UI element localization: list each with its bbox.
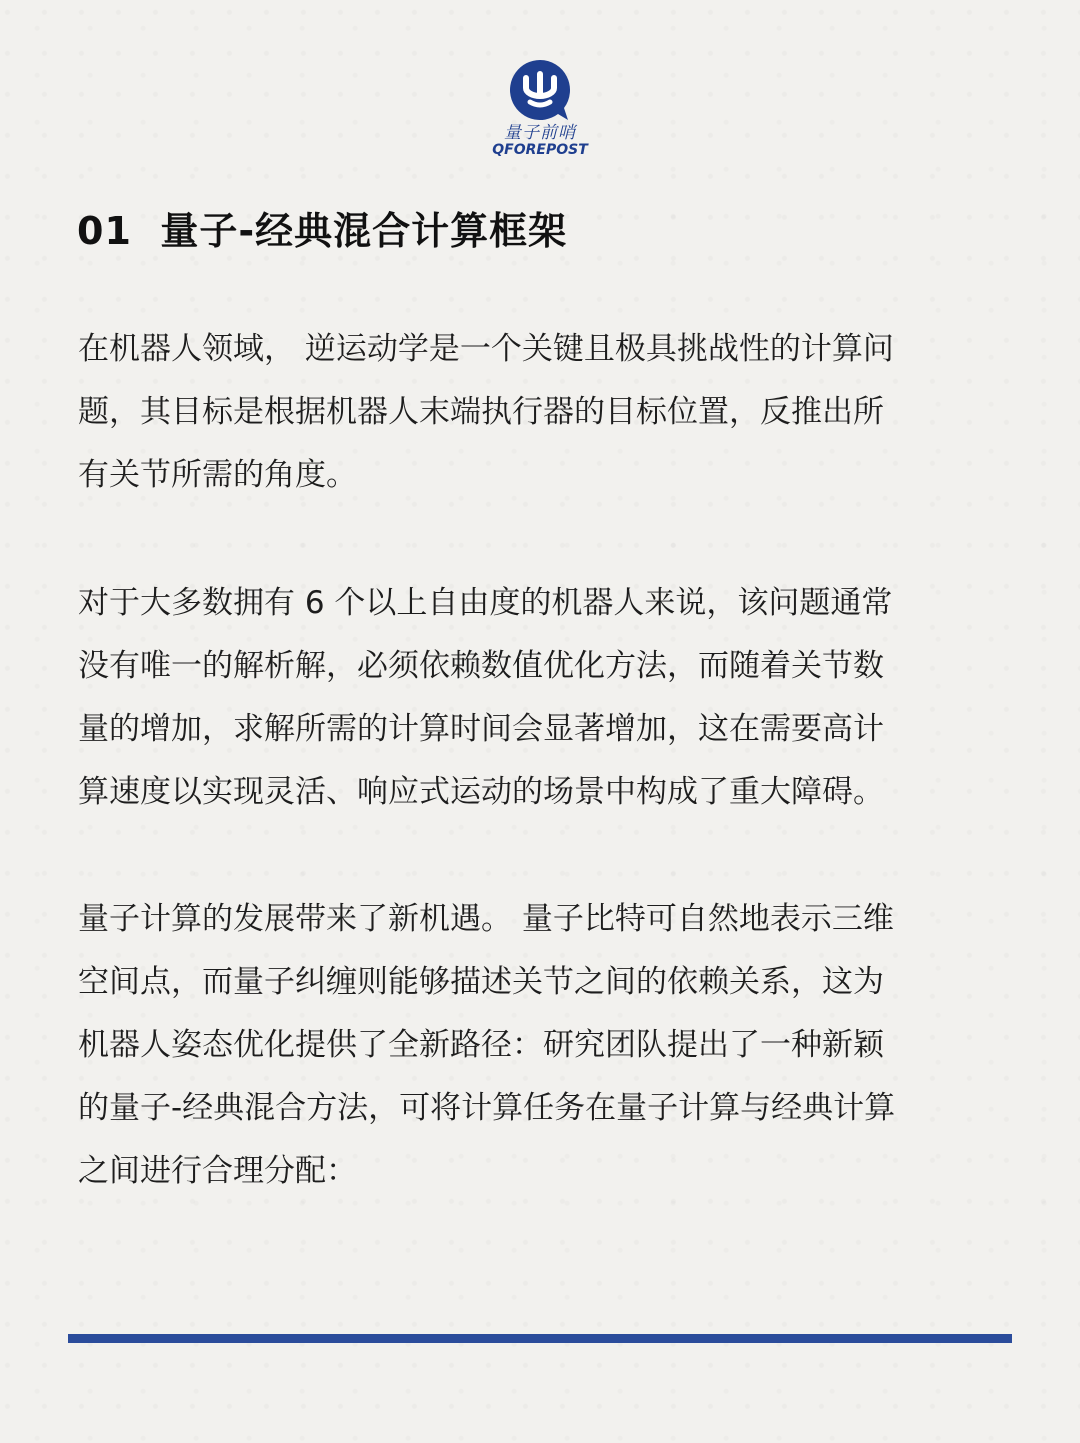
text-line: 量的增加，求解所需的计算时间会显著增加，这在需要高计 [78,711,884,747]
paragraph-2 [78,572,1008,824]
section-title: 01 量子-经典混合计算框架 [77,209,568,253]
text-line: 题，其目标是根据机器人末端执行器的目标位置，反推出所 [78,394,884,430]
text-line: 量子计算的发展带来了新机遇。 量子比特可自然地表示三维 [78,901,894,937]
text-line: 之间进行合理分配： [78,1153,357,1189]
text-line: 没有唯一的解析解，必须依赖数值优化方法，而随着关节数 [78,648,884,684]
brand-logo [490,58,590,158]
text-line: 在机器人领域， 逆运动学是一个关键且极具挑战性的计算问 [78,331,894,367]
text-line: 空间点，而量子纠缠则能够描述关节之间的依赖关系，这为 [78,964,884,1000]
text-line: 的量子-经典混合方法，可将计算任务在量子计算与经典计算 [78,1090,896,1126]
paragraph-1 [78,318,1008,507]
logo-text-en: QFOREPOST [492,142,588,158]
text-line: 算速度以实现灵活、响应式运动的场景中构成了重大障碍。 [78,774,884,810]
logo-text-cn: 量子前哨 [504,123,576,143]
bottom-divider [68,1334,1012,1343]
qforepost-logo-icon [508,58,572,122]
text-line: 对于大多数拥有 6 个以上自由度的机器人来说，该问题通常 [78,585,893,621]
paragraph-3 [78,888,1008,1203]
text-line: 机器人姿态优化提供了全新路径：研究团队提出了一种新颖 [78,1027,884,1063]
text-line: 有关节所需的角度。 [78,457,357,493]
